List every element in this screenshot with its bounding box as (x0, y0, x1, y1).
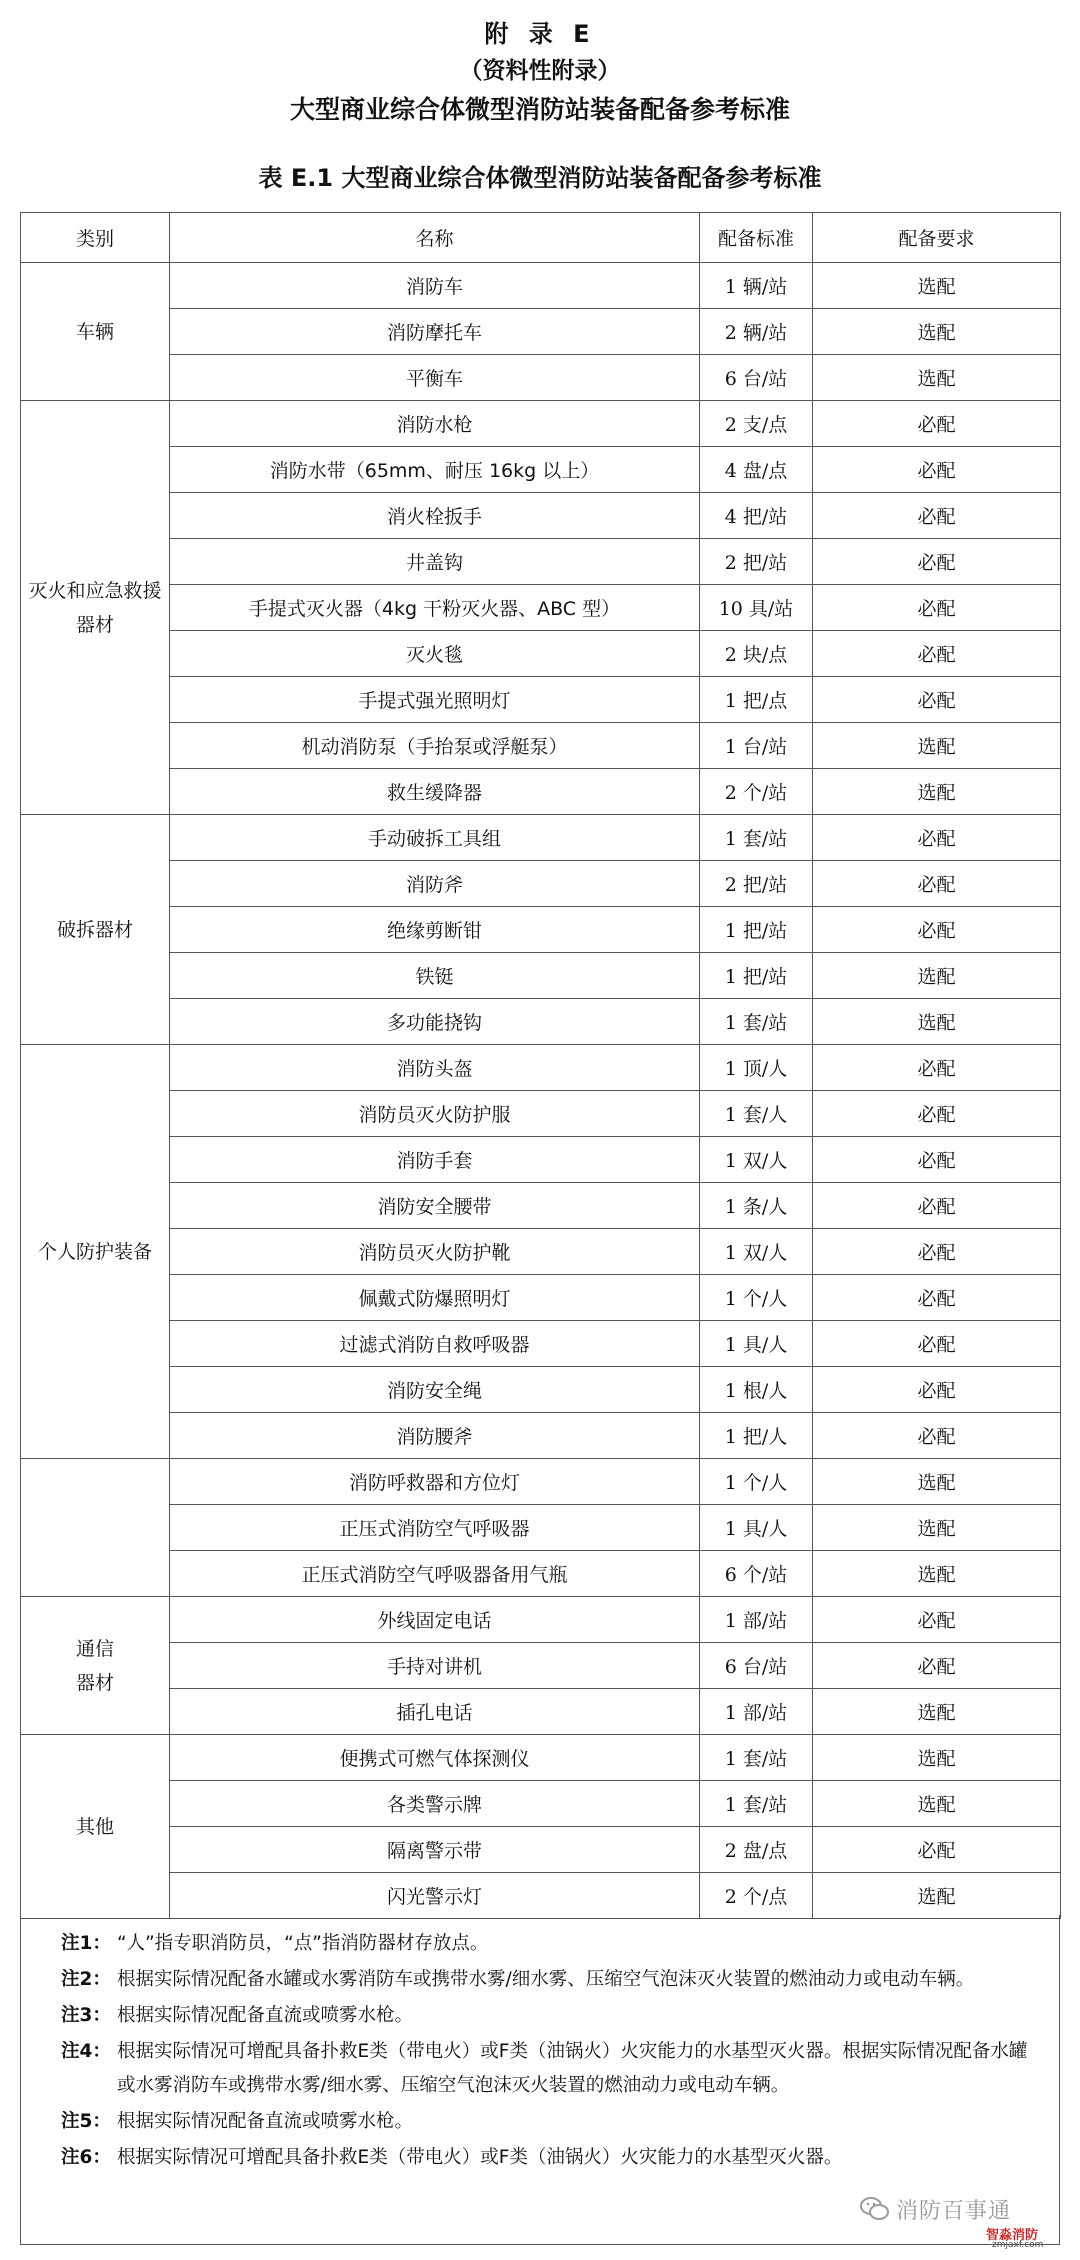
category-cell (21, 1459, 170, 1597)
table-row (21, 677, 1061, 723)
note-text: “人”指专职消防员，“点”指消防器材存放点。 (117, 1933, 489, 1954)
equipment-name-cell: 手提式强光照明灯 (170, 677, 700, 723)
table-row (21, 1183, 1061, 1229)
category-cell: 车辆 (21, 263, 170, 401)
requirement-cell: 选配 (813, 1551, 1061, 1597)
table-row (21, 999, 1061, 1045)
standard-cell: 1 个/人 (700, 1459, 813, 1505)
table-row (21, 1735, 1061, 1781)
standard-cell: 1 双/人 (700, 1137, 813, 1183)
standard-cell: 1 条/人 (700, 1183, 813, 1229)
requirement-cell: 选配 (813, 309, 1061, 355)
equipment-name-cell: 正压式消防空气呼吸器备用气瓶 (170, 1551, 700, 1597)
wechat-icon (860, 2196, 890, 2222)
requirement-cell: 必配 (813, 493, 1061, 539)
note-text: 根据实际情况可增配具备扑救E类（带电火）或F类（油锅火）火灾能力的水基型灭火器。根据实际情况配备水罐或水雾消防车或携带水雾/细水雾、压缩空气泡沫灭火装置的燃油动力或电动车辆。 (117, 2041, 1028, 2096)
requirement-cell: 选配 (813, 999, 1061, 1045)
column-header-category: 类别 (21, 213, 170, 263)
note-label: 注3： (61, 2005, 111, 2026)
equipment-name-cell: 手提式灭火器（4kg 干粉灭火器、ABC 型） (170, 585, 700, 631)
requirement-cell: 必配 (813, 1275, 1061, 1321)
requirement-cell: 选配 (813, 1689, 1061, 1735)
equipment-name-cell: 佩戴式防爆照明灯 (170, 1275, 700, 1321)
table-row (21, 493, 1061, 539)
requirement-cell: 必配 (813, 677, 1061, 723)
requirement-cell: 必配 (813, 1045, 1061, 1091)
requirement-cell: 必配 (813, 815, 1061, 861)
standard-cell: 2 个/点 (700, 1873, 813, 1919)
equipment-name-cell: 消防头盔 (170, 1045, 700, 1091)
requirement-cell: 必配 (813, 907, 1061, 953)
table-row (21, 1781, 1061, 1827)
column-header-standard: 配备标准 (700, 213, 813, 263)
requirement-cell: 必配 (813, 1643, 1061, 1689)
table-row (21, 631, 1061, 677)
equipment-name-cell: 过滤式消防自救呼吸器 (170, 1321, 700, 1367)
table-row (21, 1873, 1061, 1919)
category-cell: 通信 器材 (21, 1597, 170, 1735)
equipment-name-cell: 外线固定电话 (170, 1597, 700, 1643)
equipment-name-cell: 消防员灭火防护服 (170, 1091, 700, 1137)
category-cell: 个人防护装备 (21, 1045, 170, 1459)
table-row (21, 1413, 1061, 1459)
table-row (21, 1321, 1061, 1367)
standard-cell: 6 个/站 (700, 1551, 813, 1597)
requirement-cell: 选配 (813, 1505, 1061, 1551)
note-label: 注1： (61, 1933, 111, 1954)
table-row (21, 1275, 1061, 1321)
note-item (61, 2141, 1041, 2175)
equipment-name-cell: 手动破拆工具组 (170, 815, 700, 861)
standard-cell: 1 把/站 (700, 953, 813, 999)
table-row (21, 723, 1061, 769)
standard-cell: 1 个/人 (700, 1275, 813, 1321)
standard-cell: 1 部/站 (700, 1689, 813, 1735)
watermark (860, 2188, 1060, 2250)
table-row (21, 1137, 1061, 1183)
note-item (61, 2105, 1041, 2139)
table-row (21, 1091, 1061, 1137)
table-row (21, 355, 1061, 401)
requirement-cell: 必配 (813, 861, 1061, 907)
standard-cell: 1 顶/人 (700, 1045, 813, 1091)
equipment-name-cell: 消防斧 (170, 861, 700, 907)
table-body (21, 263, 1061, 1919)
requirement-cell: 选配 (813, 263, 1061, 309)
equipment-name-cell: 机动消防泵（手抬泵或浮艇泵） (170, 723, 700, 769)
table-row (21, 263, 1061, 309)
standard-cell: 1 套/站 (700, 1781, 813, 1827)
column-header-name: 名称 (170, 213, 700, 263)
equipment-name-cell: 消防呼救器和方位灯 (170, 1459, 700, 1505)
table-row (21, 1597, 1061, 1643)
equipment-name-cell: 平衡车 (170, 355, 700, 401)
standard-cell: 2 辆/站 (700, 309, 813, 355)
category-cell: 灭火和应急救援器材 (21, 401, 170, 815)
table-row (21, 401, 1061, 447)
note-text: 根据实际情况配备直流或喷雾水枪。 (117, 2005, 414, 2026)
requirement-cell: 必配 (813, 1137, 1061, 1183)
table-row (21, 1045, 1061, 1091)
requirement-cell: 必配 (813, 1229, 1061, 1275)
requirement-cell: 必配 (813, 1827, 1061, 1873)
requirement-cell: 必配 (813, 539, 1061, 585)
note-label: 注6： (61, 2147, 111, 2168)
standard-cell: 4 把/站 (700, 493, 813, 539)
standard-cell: 10 具/站 (700, 585, 813, 631)
note-item (61, 1927, 1041, 1961)
note-item (61, 2035, 1041, 2103)
appendix-subtitle: （资料性附录） (459, 58, 621, 84)
note-text: 根据实际情况配备直流或喷雾水枪。 (117, 2111, 414, 2132)
note-label: 注2： (61, 1969, 111, 1990)
watermark-logo: 智淼消防 (986, 2228, 1039, 2243)
standard-cell: 1 套/人 (700, 1091, 813, 1137)
table-row (21, 1827, 1061, 1873)
standard-cell: 1 部/站 (700, 1597, 813, 1643)
requirement-cell: 必配 (813, 631, 1061, 677)
category-cell: 破拆器材 (21, 815, 170, 1045)
standard-cell: 1 套/站 (700, 999, 813, 1045)
table-row (21, 861, 1061, 907)
standard-cell: 1 套/站 (700, 815, 813, 861)
table-row (21, 447, 1061, 493)
table-title: 表 E.1 大型商业综合体微型消防站装备配备参考标准 (258, 164, 822, 192)
table-row (21, 815, 1061, 861)
table-row (21, 953, 1061, 999)
equipment-name-cell: 消防腰斧 (170, 1413, 700, 1459)
equipment-name-cell: 消火栓扳手 (170, 493, 700, 539)
requirement-cell: 必配 (813, 1183, 1061, 1229)
note-item (61, 1963, 1041, 1997)
watermark-text: 消防百事通 (896, 2199, 1012, 2224)
column-header-requirement: 配备要求 (813, 213, 1061, 263)
standard-cell: 1 把/站 (700, 907, 813, 953)
equipment-name-cell: 消防安全腰带 (170, 1183, 700, 1229)
requirement-cell: 选配 (813, 1735, 1061, 1781)
table-row (21, 1459, 1061, 1505)
equipment-name-cell: 绝缘剪断钳 (170, 907, 700, 953)
equipment-name-cell: 插孔电话 (170, 1689, 700, 1735)
requirement-cell: 必配 (813, 1321, 1061, 1367)
table-row (21, 1551, 1061, 1597)
equipment-table (20, 212, 1061, 1919)
requirement-cell: 必配 (813, 1367, 1061, 1413)
appendix-title: 附 录 E (484, 20, 596, 48)
table-row (21, 1505, 1061, 1551)
standard-cell: 2 块/点 (700, 631, 813, 677)
table-row (21, 585, 1061, 631)
equipment-name-cell: 手持对讲机 (170, 1643, 700, 1689)
table-row (21, 1643, 1061, 1689)
equipment-name-cell: 各类警示牌 (170, 1781, 700, 1827)
table-row (21, 1367, 1061, 1413)
note-label: 注4： (61, 2041, 111, 2062)
standard-cell: 1 辆/站 (700, 263, 813, 309)
requirement-cell: 必配 (813, 585, 1061, 631)
table-row (21, 309, 1061, 355)
requirement-cell: 选配 (813, 1781, 1061, 1827)
standard-cell: 1 根/人 (700, 1367, 813, 1413)
equipment-name-cell: 井盖钩 (170, 539, 700, 585)
note-label: 注5： (61, 2111, 111, 2132)
standard-cell: 1 双/人 (700, 1229, 813, 1275)
table-row (21, 1229, 1061, 1275)
note-item (61, 1999, 1041, 2033)
standard-cell: 2 个/站 (700, 769, 813, 815)
equipment-name-cell: 消防安全绳 (170, 1367, 700, 1413)
table-row (21, 539, 1061, 585)
equipment-name-cell: 消防摩托车 (170, 309, 700, 355)
equipment-name-cell: 消防水带（65mm、耐压 16kg 以上） (170, 447, 700, 493)
document-title: 大型商业综合体微型消防站装备配备参考标准 (289, 95, 790, 124)
equipment-name-cell: 灭火毯 (170, 631, 700, 677)
watermark-url: zmjaxf.com (992, 2240, 1044, 2250)
standard-cell: 1 具/人 (700, 1505, 813, 1551)
standard-cell: 2 把/站 (700, 861, 813, 907)
note-text: 根据实际情况可增配具备扑救E类（带电火）或F类（油锅火）火灾能力的水基型灭火器。 (117, 2147, 843, 2168)
requirement-cell: 必配 (813, 401, 1061, 447)
requirement-cell: 必配 (813, 447, 1061, 493)
requirement-cell: 选配 (813, 1459, 1061, 1505)
table-row (21, 769, 1061, 815)
table-row (21, 907, 1061, 953)
standard-cell: 2 支/点 (700, 401, 813, 447)
equipment-name-cell: 救生缓降器 (170, 769, 700, 815)
equipment-name-cell: 便携式可燃气体探测仪 (170, 1735, 700, 1781)
requirement-cell: 选配 (813, 355, 1061, 401)
standard-cell: 6 台/站 (700, 355, 813, 401)
equipment-name-cell: 铁铤 (170, 953, 700, 999)
standard-cell: 4 盘/点 (700, 447, 813, 493)
requirement-cell: 选配 (813, 953, 1061, 999)
category-cell: 其他 (21, 1735, 170, 1919)
standard-cell: 1 把/人 (700, 1413, 813, 1459)
standard-cell: 1 把/点 (700, 677, 813, 723)
table-header-row (21, 213, 1061, 263)
requirement-cell: 选配 (813, 723, 1061, 769)
requirement-cell: 选配 (813, 1873, 1061, 1919)
standard-cell: 1 具/人 (700, 1321, 813, 1367)
equipment-name-cell: 消防水枪 (170, 401, 700, 447)
requirement-cell: 必配 (813, 1597, 1061, 1643)
equipment-name-cell: 消防员灭火防护靴 (170, 1229, 700, 1275)
standard-cell: 1 套/站 (700, 1735, 813, 1781)
standard-cell: 1 台/站 (700, 723, 813, 769)
requirement-cell: 选配 (813, 769, 1061, 815)
standard-cell: 2 把/站 (700, 539, 813, 585)
equipment-name-cell: 消防车 (170, 263, 700, 309)
requirement-cell: 必配 (813, 1413, 1061, 1459)
note-text: 根据实际情况配备水罐或水雾消防车或携带水雾/细水雾、压缩空气泡沫灭火装置的燃油动力或电动车辆。 (117, 1969, 975, 1990)
table-row (21, 1689, 1061, 1735)
standard-cell: 6 台/站 (700, 1643, 813, 1689)
equipment-name-cell: 闪光警示灯 (170, 1873, 700, 1919)
requirement-cell: 必配 (813, 1091, 1061, 1137)
equipment-name-cell: 正压式消防空气呼吸器 (170, 1505, 700, 1551)
standard-cell: 2 盘/点 (700, 1827, 813, 1873)
equipment-name-cell: 隔离警示带 (170, 1827, 700, 1873)
equipment-name-cell: 消防手套 (170, 1137, 700, 1183)
equipment-name-cell: 多功能挠钩 (170, 999, 700, 1045)
